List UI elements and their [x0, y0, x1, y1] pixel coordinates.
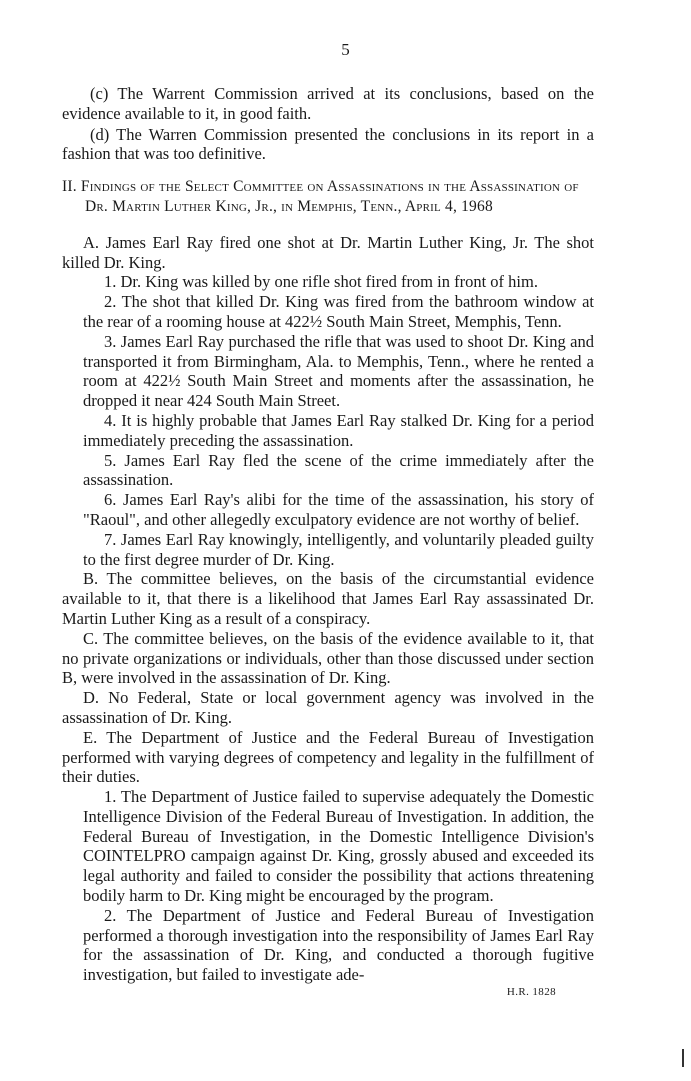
list-item: 4. It is highly probable that James Earl Ray stalked Dr. King for a period immediately preceding the assassination.: [83, 410, 594, 450]
finding-a-list: [62, 272, 594, 569]
list-item: 2. The Department of Justice and Federal Bureau of Investigation performed a thorough investigation into the responsibility of James Earl Ray for the assassination of Dr. King, and conducted a thorough fugitive investigation, but failed to investigate ade-: [83, 905, 594, 985]
finding-e: E. The Department of Justice and the Federal Bureau of Investigation performed with varying degrees of competency and legality in the fulfillment of their duties.: [62, 727, 594, 787]
finding-d: D. No Federal, State or local government agency was involved in the assassination of Dr. King.: [62, 688, 594, 727]
finding-e-list: [62, 787, 594, 985]
list-item: 1. The Department of Justice failed to supervise adequately the Domestic Intelligence Division of the Federal Bureau of Investigation. In addition, the Federal Bureau of Investigation, in the Domestic Intelligence Division's COINTELPRO campaign against Dr. King, grossly abused and exceeded its legal authority and failed to consider the possibility that actions threatening bodily harm to Dr. King might be encouraged by the program.: [83, 787, 594, 906]
section-heading: II. Findings of the Select Committee on Assassinations in the Assassination of Dr. Martin Luther King, Jr., in Memphis, Tenn., April 4, 1968: [62, 178, 579, 215]
list-item: 5. James Earl Ray fled the scene of the crime immediately after the assassination.: [83, 450, 594, 490]
finding-a: A. James Earl Ray fired one shot at Dr. Martin Luther King, Jr. The shot killed Dr. King.: [62, 232, 594, 272]
document-body: [62, 84, 594, 985]
page-number: 5: [341, 40, 350, 59]
document-id-footer: H.R. 1828: [506, 986, 556, 998]
margin-mark: [682, 1049, 684, 1067]
list-item: 2. The shot that killed Dr. King was fired from the bathroom window at the rear of a rooming house at 422½ South Main Street, Memphis, Tenn.: [83, 292, 594, 331]
list-item: 3. James Earl Ray purchased the rifle that was used to shoot Dr. King and transported it from Birmingham, Ala. to Memphis, Tenn., where he rented a room at 422½ South Main Street and moments after the assassination, he dropped it near 424 South Main Street.: [83, 331, 594, 411]
paragraph-d: (d) The Warren Commission presented the conclusions in its report in a fashion that was too definitive.: [62, 124, 594, 164]
finding-c: C. The committee believes, on the basis of the evidence available to it, that no private organizations or individuals, other than those discussed under section B, were involved in the assassination of Dr. King.: [62, 628, 594, 688]
finding-b: B. The committee believes, on the basis of the circumstantial evidence available to it, that there is a likelihood that James Earl Ray assassinated Dr. Martin Luther King as a result of a conspiracy.: [62, 569, 594, 628]
list-item: 6. James Earl Ray's alibi for the time of the assassination, his story of "Raoul", and other allegedly exculpatory evidence are not worthy of belief.: [83, 490, 594, 529]
list-item: 7. James Earl Ray knowingly, intelligently, and voluntarily pleaded guilty to the first degree murder of Dr. King.: [83, 529, 594, 569]
list-item: 1. Dr. King was killed by one rifle shot fired from in front of him.: [104, 272, 538, 292]
paragraph-c: (c) The Warrent Commission arrived at its conclusions, based on the evidence available to it, in good faith.: [62, 84, 594, 123]
